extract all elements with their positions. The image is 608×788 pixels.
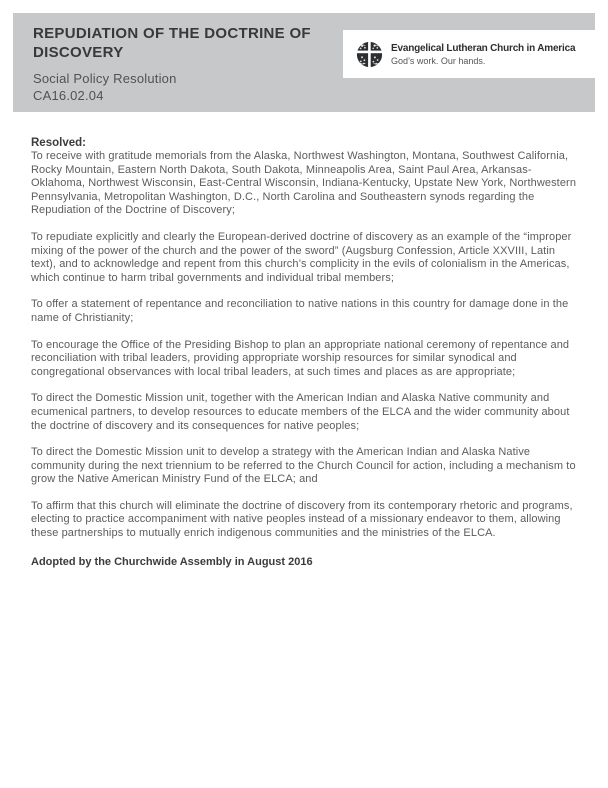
paragraph-repudiate-doctrine: To repudiate explicitly and clearly the European-derived doctrine of discovery as an example of the “improper mixing of the power of the church and the power of the sword” (Augsburg Confession, Article XXVIII, Latin text), and to acknowledge and repent from this church’s complicity in the evils of colonialism in the Americas, which continue to harm tribal governments and individual tribal members; xyxy=(31,230,572,284)
paragraph-direct-strategy: To direct the Domestic Mission unit to develop a strategy with the American Indian and Alaska Native community during the next triennium to be referred to the Church Council for action, including a mechanism to grow the Native American Ministry Fund of the ELCA; and xyxy=(31,446,576,486)
document-subtitle: Social Policy Resolution xyxy=(33,71,177,86)
adoption-note: Adopted by the Churchwide Assembly in August 2016 xyxy=(31,555,313,568)
document-subtitle-block xyxy=(33,70,177,104)
org-name: Evangelical Lutheran Church in America xyxy=(391,42,576,54)
elca-logo xyxy=(343,30,595,78)
paragraph-receive-memorials: To receive with gratitude memorials from the Alaska, Northwest Washington, Montana, Southwest California, Rocky Mountain, Eastern North Dakota, South Dakota, Minneapolis Area, Saint Paul Area, Arkansas-Oklahoma, Northwest Wisconsin, East-Central Wisconsin, Indiana-Kentucky, Upstate New York, Northwestern Pennsylvania, Metropolitan Washington, D.C., North Carolina and Southeastern synods regarding the Repudiation of the Doctrine of Discovery; xyxy=(31,150,577,217)
elca-emblem-icon xyxy=(356,41,383,68)
resolved-heading: Resolved: xyxy=(31,137,86,149)
paragraph-direct-resources: To direct the Domestic Mission unit, together with the American Indian and Alaska Native community and ecumenical partners, to develop resources to educate members of the ELCA and the wider community about the doctrine of discovery and its consequences for native peoples; xyxy=(31,392,570,432)
elca-logo-text xyxy=(391,43,575,66)
org-tagline: God’s work. Our hands. xyxy=(391,55,486,66)
document-body xyxy=(31,137,578,568)
resolution-number: CA16.02.04 xyxy=(33,88,104,103)
paragraph-encourage-ceremony: To encourage the Office of the Presiding Bishop to plan an appropriate national ceremony of repentance and reconciliation with tribal leaders, providing appropriate worship resources for similar synodical and congregational observances with local tribal leaders, at such times and places as are appropriate; xyxy=(31,338,570,378)
header-band xyxy=(13,13,595,112)
paragraph-offer-statement: To offer a statement of repentance and reconciliation to native nations in this country for damage done in the name of Christianity; xyxy=(31,298,569,324)
document-title: REPUDIATION OF THE DOCTRINE OF DISCOVERY xyxy=(33,25,311,61)
paragraph-affirm-eliminate: To affirm that this church will eliminate the doctrine of discovery from its contemporary rhetoric and programs, electing to practice accompaniment with native peoples instead of a missionary endeavor to them, allowing these partnerships to mutually enrich indigenous communities and the ministries of the ELCA. xyxy=(31,499,573,540)
